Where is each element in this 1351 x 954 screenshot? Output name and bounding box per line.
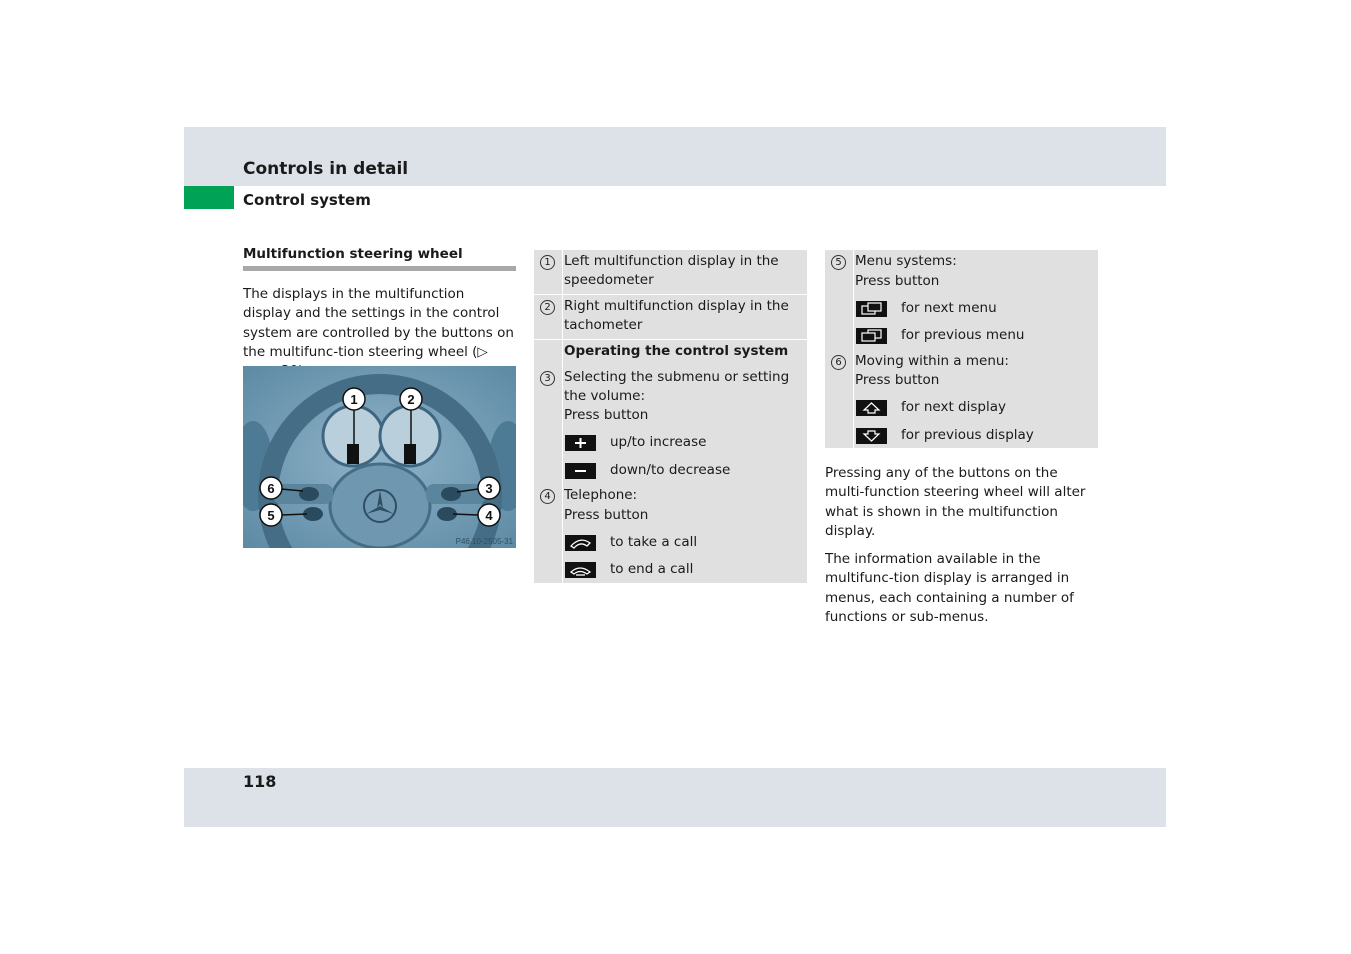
item-number: 6 [831,355,846,370]
table-row [825,326,1098,346]
press-button-text: Press button [564,407,649,423]
figure-code: P46.10-2505-31 [455,537,513,546]
button-function-text: to take a call [610,534,698,550]
footer-band [184,768,1166,827]
intro-paragraph: The displays in the multifunction display and the settings in the control system are controlled by the buttons on the multifunc-tion steering wheel (▷ [243,286,514,360]
item-text: Moving within a menu: [855,353,1009,369]
section-title: Controls in detail [243,159,409,179]
button-function-text: for next display [901,399,1006,415]
table-row [534,560,807,580]
button-function-text: for previous menu [901,327,1025,343]
column-divider [853,250,854,448]
callout-6: 6 [267,481,275,496]
explanation-paragraph-2: The information available in the multifunc-tion display is arranged in menus, each containing a number of functions or sub-menus. [825,551,1074,626]
item-text: Left multifunction display in the speedometer [564,253,779,289]
item-number: 5 [831,255,846,270]
steering-wheel-figure [243,366,516,548]
next-menu-icon [856,301,887,317]
previous-menu-icon [856,328,887,344]
item-text: Menu systems: [855,253,957,269]
subsection-title: Control system [243,191,371,209]
table-row [534,433,807,453]
row-divider [534,339,807,340]
table-row [534,461,807,481]
press-button-text: Press button [855,372,940,388]
button-function-text: for previous display [901,427,1034,443]
table-row [825,299,1098,319]
up-arrow-icon [856,400,887,416]
button-function-text: to end a call [610,561,694,577]
item-number: 3 [540,371,555,386]
item-text: Telephone: [564,487,638,503]
item-number: 2 [540,300,555,315]
press-button-text: Press button [855,273,940,289]
button-function-text: down/to decrease [610,462,731,478]
table-row [825,426,1098,446]
item-number: 4 [540,489,555,504]
callout-2: 2 [407,392,415,407]
callout-1: 1 [350,392,358,407]
press-button-text: Press button [564,507,649,523]
phone-pickup-icon [565,535,596,551]
operating-heading: Operating the control system [564,343,789,359]
minus-icon [565,463,596,479]
button-function-text: for next menu [901,300,997,316]
callout-5: 5 [267,508,275,523]
item-number: 1 [540,255,555,270]
button-function-text: up/to increase [610,434,707,450]
phone-hangup-icon [565,562,596,578]
controls-table-right [825,250,1098,448]
steering-wheel-illustration [243,366,516,548]
table-row [825,398,1098,418]
section-tab-marker [184,186,234,209]
down-arrow-icon [856,428,887,444]
table-row [534,533,807,553]
callout-3: 3 [485,481,493,496]
callout-4: 4 [485,508,493,523]
item-text: Right multifunction display in the tachometer [564,298,789,334]
plus-icon [565,435,596,451]
page-number: 118 [243,772,277,791]
controls-table-middle [534,250,807,583]
row-divider [534,294,807,295]
item-text: Selecting the submenu or setting the volume: [564,369,790,405]
explanation-column [825,464,1100,636]
explanation-paragraph-1: Pressing any of the buttons on the multi-function steering wheel will alter what is shown in the multifunction display. [825,465,1086,539]
intro-column [243,246,516,381]
multifunction-heading: Multifunction steering wheel [243,246,516,271]
